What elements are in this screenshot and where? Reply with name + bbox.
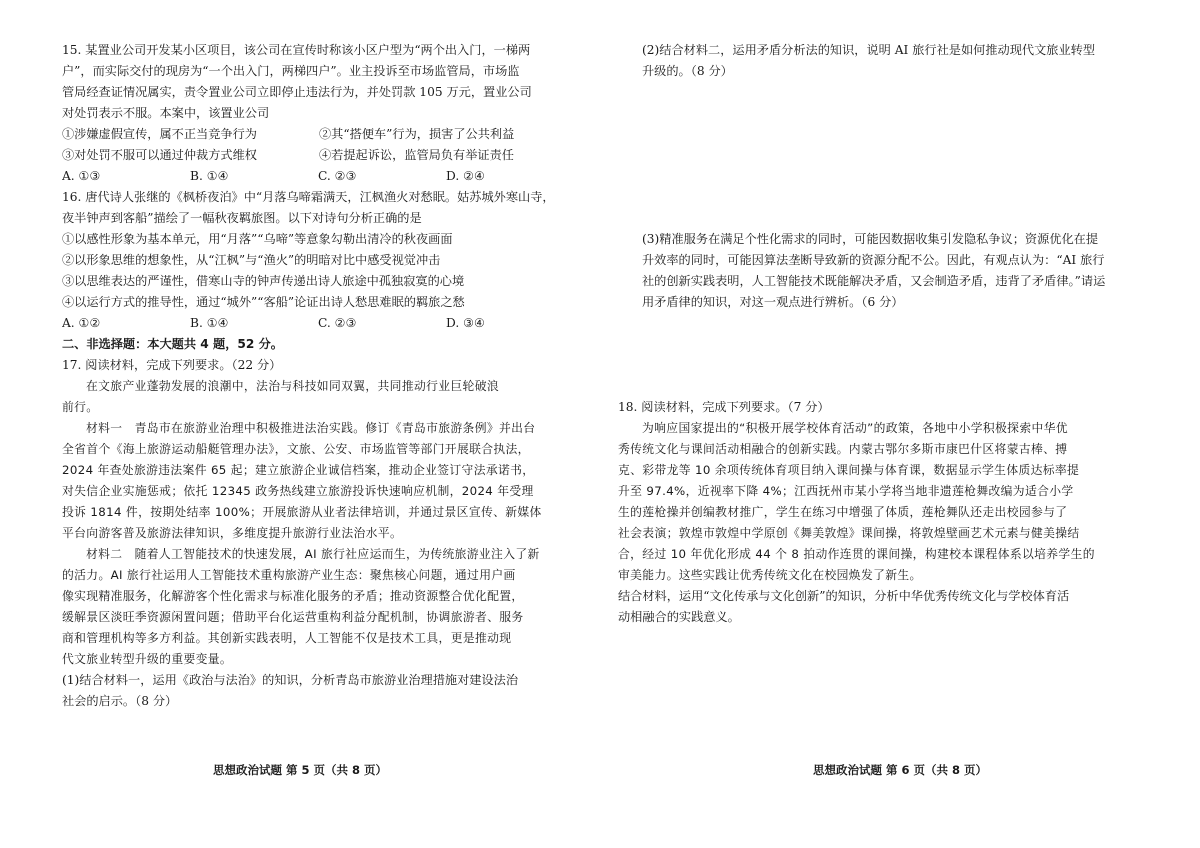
q16-choice: A. ①②	[62, 316, 101, 330]
section-heading: 二、非选择题：本大题共 4 题，52 分。	[62, 337, 283, 351]
q15-statement: ②其“搭便车”行为，损害了公共利益	[319, 127, 515, 141]
material1-line: 全省首个《海上旅游运动船艇管理办法》，文旅、公安、市场监管等部门开展联合执法，	[62, 442, 530, 456]
material1-line: 平台向游客普及旅游法律知识，多维度提升旅游行业法治水平。	[62, 526, 403, 540]
q15-choice: D. ②④	[446, 169, 485, 183]
material2-line: 商和管理机构等多方利益。其创新实践表明，人工智能不仅是技术工具，更是推动现	[62, 631, 512, 645]
q17-sub3-line: (3)精准服务在满足个性化需求的同时，可能因数据收集引发隐私争议；资源优化在提	[642, 232, 1099, 246]
q15-choice: C. ②③	[318, 169, 357, 183]
material1-line: 材料一 青岛市在旅游业治理中积极推进法治实践。修订《青岛市旅游条例》并出台	[86, 421, 536, 435]
q15-stem-line: 对处罚表示不服。本案中，该置业公司	[62, 106, 270, 120]
answer-space	[618, 166, 1166, 229]
q17-sub2-line: 升级的。（8 分）	[642, 64, 733, 78]
q18-material-line: 秀传统文化与课间活动相融合的创新实践。内蒙古鄂尔多斯市康巴什区将蒙古棒、搏	[618, 442, 1068, 456]
q15-statement-row	[62, 124, 576, 145]
q15-stem-line: 户”，而实际交付的现房为“一个出入门，两梯四户”。业主投诉至市场监管局，市场监	[62, 64, 520, 78]
q16-line: ④以运行方式的推导性，通过“城外”“客船”论证出诗人愁思难眠的羁旅之愁	[62, 295, 465, 309]
q18-material-line: 审美能力。这些实践让优秀传统文化在校园焕发了新生。	[618, 568, 922, 582]
q16-choice: D. ③④	[446, 316, 485, 330]
q15-choice-row	[62, 166, 576, 187]
material1-line: 投诉 1814 件，按期处结率 100%；开展旅游从业者法律培训，并通过景区宣传、新媒体	[62, 505, 542, 519]
material2-line: 代文旅业转型升级的重要变量。	[62, 652, 233, 666]
q18-material-line: 合，经过 10 年优化形成 44 个 8 拍动作连贯的课间操，构建校本课程体系以培养学生的	[618, 547, 1095, 561]
q18-heading: 18. 阅读材料，完成下列要求。（7 分）	[618, 400, 830, 414]
q18-material-line: 社会表演；敦煌市敦煌中学原创《舞美敦煌》课间操，将敦煌壁画艺术元素与健美操结	[618, 526, 1080, 540]
material2-line: 材料二 随着人工智能技术的快速发展，AI 旅行社应运而生，为传统旅游业注入了新	[86, 547, 540, 561]
q15-statement: ①涉嫌虚假宣传，属不正当竞争行为	[62, 127, 257, 141]
q17-intro-line: 前行。	[62, 400, 99, 414]
q16-choice-row	[62, 313, 576, 334]
q18-material-line: 克、彩带龙等 10 余项传统体育项目纳入课间操与体育课，数据显示学生体质达标率提	[618, 463, 1080, 477]
material2-line: 的活力。AI 旅行社运用人工智能技术重构旅游产业生态：聚焦核心问题，通过用户画	[62, 568, 516, 582]
material2-line: 缓解景区淡旺季资源闲置问题；借助平台化运营重构利益分配机制，协调旅游者、服务	[62, 610, 524, 624]
q17-sub2-line: (2)结合材料二，运用矛盾分析法的知识，说明 AI 旅行社是如何推动现代文旅业转型	[642, 43, 1096, 57]
q17-sub3-line: 用矛盾律的知识，对这一观点进行辨析。（6 分）	[642, 295, 904, 309]
q15-statement: ③对处罚不服可以通过仲裁方式维权	[62, 148, 257, 162]
material1-line: 对失信企业实施惩戒；依托 12345 政务热线建立旅游投诉快速响应机制，2024 年受理	[62, 484, 534, 498]
q16-line: ②以形象思维的想象性，从“江枫”与“渔火”的明暗对比中感受视觉冲击	[62, 253, 441, 267]
q16-line: 16. 唐代诗人张继的《枫桥夜泊》中“月落乌啼霜满天，江枫渔火对愁眠。姑苏城外寒山寺，	[62, 190, 555, 204]
q17-sub3-line: 升效率的同时，可能因算法垄断导致新的资源分配不公。因此，有观点认为：“AI 旅行	[642, 253, 1105, 267]
q16-choice: C. ②③	[318, 316, 357, 330]
q17-sub1-line: 社会的启示。（8 分）	[62, 694, 178, 708]
material2-line: 像实现精准服务，化解游客个性化需求与标准化服务的矛盾；推动资源整合优化配置，	[62, 589, 524, 603]
q18-material-line: 升至 97.4%，近视率下降 4%；江西抚州市某小学将当地非遗莲枪舞改编为适合小学	[618, 484, 1074, 498]
q17-intro-line: 在文旅产业蓬勃发展的浪潮中，法治与科技如同双翼，共同推动行业巨轮破浪	[86, 379, 499, 393]
page-footer-left: 思想政治试题 第 5 页（共 8 页）	[212, 763, 388, 777]
q15-stem-line: 管局经查证情况属实，责令置业公司立即停止违法行为，并处罚款 105 万元，置业公司	[62, 85, 532, 99]
q18-material-line: 为响应国家提出的“积极开展学校体育活动”的政策，各地中小学积极探索中华优	[642, 421, 1068, 435]
q16-line: 夜半钟声到客船”描绘了一幅秋夜羁旅图。以下对诗句分析正确的是	[62, 211, 422, 225]
answer-space	[618, 313, 1166, 397]
q15-choice: B. ①④	[190, 169, 229, 183]
left-column	[62, 40, 576, 712]
q15-statement-row	[62, 145, 576, 166]
q16-line: ①以感性形象为基本单元，用“月落”“乌啼”等意象勾勒出清冷的秋夜画面	[62, 232, 453, 246]
q17-sub3-line: 社的创新实践表明，人工智能技术既能解决矛盾，又会制造矛盾，违背了矛盾律。”请运	[642, 274, 1106, 288]
q15-stem-line: 15. 某置业公司开发某小区项目，该公司在宣传时称该小区户型为“两个出入门，一梯两	[62, 43, 531, 57]
q17-sub1-line: (1)结合材料一，运用《政治与法治》的知识，分析青岛市旅游业治理措施对建设法治	[62, 673, 519, 687]
q18-material-line: 生的莲枪操并创编教材推广，学生在练习中增强了体质，莲枪舞队还走出校园参与了	[618, 505, 1068, 519]
material1-line: 2024 年查处旅游违法案件 65 起；建立旅游企业诚信档案，推动企业签订守法承诺书，	[62, 463, 535, 477]
answer-space	[618, 82, 1166, 166]
q18-question-line: 结合材料，运用“文化传承与文化创新”的知识，分析中华优秀传统文化与学校体育活	[618, 589, 1070, 603]
q16-choice: B. ①④	[190, 316, 229, 330]
q15-choice: A. ①③	[62, 169, 101, 183]
page-footer-right: 思想政治试题 第 6 页（共 8 页）	[812, 763, 988, 777]
q16-line: ③以思维表达的严谨性，借寒山寺的钟声传递出诗人旅途中孤独寂寞的心境	[62, 274, 465, 288]
q18-question-line: 动相融合的实践意义。	[618, 610, 740, 624]
q17-heading: 17. 阅读材料，完成下列要求。（22 分）	[62, 358, 282, 372]
right-column	[618, 40, 1166, 628]
page-right	[600, 0, 1200, 848]
q15-statement: ④若提起诉讼，监管局负有举证责任	[319, 148, 514, 162]
